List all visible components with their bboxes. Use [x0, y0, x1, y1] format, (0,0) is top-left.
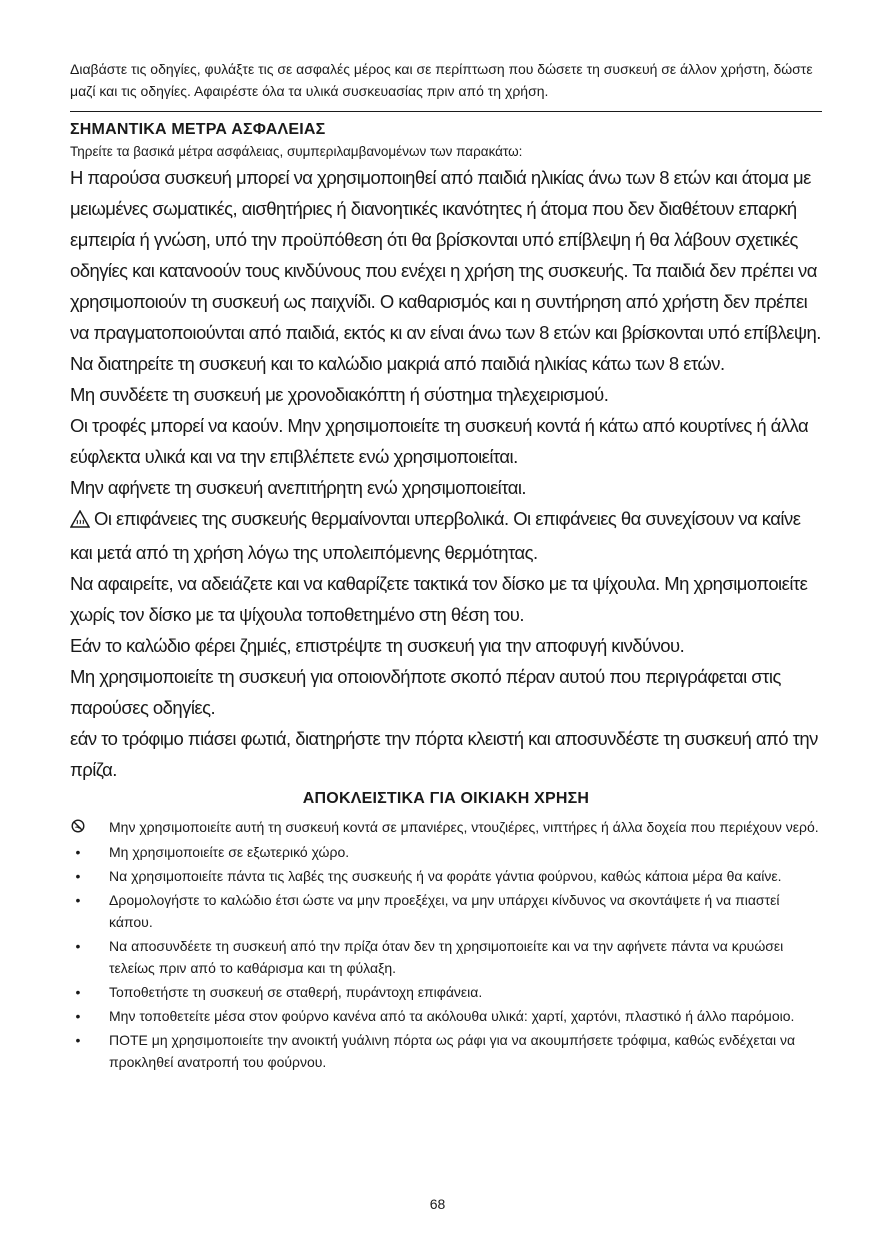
safety-paragraph: Η παρούσα συσκευή μπορεί να χρησιμοποιηθεί από παιδιά ηλικίας άνω των 8 ετών και άτομα με μειωμένες σωματικές, αισθητήριες ή διανοητικές ικανότητες ή άτομα που δεν διαθέτουν επαρκή εμπειρία ή γνώση, υπό την προϋπόθεση ότι θα βρίσκονται υπό επίβλεψη ή θα λάβουν σχετικές οδηγίες και κατανοούν τους κινδύνους που ενέχει η χρήση της συσκευής. Τα παιδιά δεν πρέπει να χρησιμοποιούν τη συσκευή ως παιχνίδι. Ο καθαρισμός και η συντήρηση από χρήστη δεν πρέπει να πραγματοποιούνται από παιδιά, εκτός κι αν είναι άνω των 8 ετών και βρίσκονται υπό επίβλεψη. Να διατηρείτε τη συσκευή και το καλώδιο μακριά από παιδιά ηλικίας κάτω των 8 ετών. [70, 167, 821, 374]
bullet: • [75, 1008, 81, 1024]
list-item-text: Δρομολογήστε το καλώδιο έτσι ώστε να μην προεξέχει, να μην υπάρχει κίνδυνος να σκοντάψετε ή να πιαστεί κάπου. [109, 892, 780, 930]
safety-paragraph: Μη συνδέετε τη συσκευή με χρονοδιακόπτη ή σύστημα τηλεχειρισμού. [70, 384, 609, 405]
bullet: • [75, 1032, 81, 1048]
bullet: • [75, 938, 81, 954]
list-item [70, 815, 822, 839]
document-page [70, 58, 822, 1075]
list-item [70, 841, 822, 863]
safety-paragraph: Οι τροφές μπορεί να καούν. Μην χρησιμοποιείτε τη συσκευή κοντά ή κάτω από κουρτίνες ή άλλα εύφλεκτα υλικά και να την επιβλέπετε ενώ χρησιμοποιείται. [70, 415, 809, 467]
list-item-text: Να χρησιμοποιείτε πάντα τις λαβές της συσκευής ή να φοράτε γάντια φούρνου, καθώς κάποια μέρα θα καίνε. [109, 868, 782, 884]
list-item [70, 935, 822, 979]
page-number: 68 [429, 1196, 446, 1212]
list-item [70, 865, 822, 887]
bullet: • [75, 844, 81, 860]
household-heading: ΑΠΟΚΛΕΙΣΤΙΚΑ ΓΙΑ ΟΙΚΙΑΚΗ ΧΡΗΣΗ [302, 790, 590, 807]
safety-paragraph: Εάν το καλώδιο φέρει ζημιές, επιστρέψτε τη συσκευή για την αποφυγή κινδύνου. [70, 635, 685, 656]
list-item-text: ΠΟΤΕ μη χρησιμοποιείτε την ανοικτή γυάλινη πόρτα ως ράφι για να ακουμπήσετε τρόφιμα, καθώς ενδέχεται να προκληθεί ανατροπή του φούρνου. [109, 1032, 796, 1070]
list-item [70, 889, 822, 933]
intro-text: Διαβάστε τις οδηγίες, φυλάξτε τις σε ασφαλές μέρος και σε περίπτωση που δώσετε τη συσκευή σε άλλον χρήστη, δώστε μαζί και τις οδηγίες. Αφαιρέστε όλα τα υλικά συσκευασίας πριν από τη χρήση. [70, 61, 813, 99]
safety-body [70, 162, 822, 785]
list-item-text: Να αποσυνδέετε τη συσκευή από την πρίζα όταν δεν τη χρησιμοποιείτε και να την αφήνετε πάντα να κρυώσει τελείως πριν από το καθάρισμα και τη φύλαξη. [109, 938, 784, 976]
list-item-text: Τοποθετήστε τη συσκευή σε σταθερή, πυράντοχη επιφάνεια. [109, 984, 483, 1000]
list-item-text: Μη χρησιμοποιείτε σε εξωτερικό χώρο. [109, 844, 350, 860]
safety-heading: ΣΗΜΑΝΤΙΚΑ ΜΕΤΡΑ ΑΣΦΑΛΕΙΑΣ [70, 121, 326, 138]
safety-paragraph: Μην αφήνετε τη συσκευή ανεπιτήρητη ενώ χρησιμοποιείται. [70, 477, 527, 498]
safety-paragraph: Να αφαιρείτε, να αδειάζετε και να καθαρίζετε τακτικά τον δίσκο με τα ψίχουλα. Μη χρησιμοποιείτε χωρίς τον δίσκο με τα ψίχουλα τοποθετημένο στη θέση του. [70, 573, 808, 625]
safety-paragraph: Μη χρησιμοποιείτε τη συσκευή για οποιονδήποτε σκοπό πέραν αυτού που περιγράφεται στις παρούσες οδηγίες. [70, 666, 781, 718]
list-item-text: Μην χρησιμοποιείτε αυτή τη συσκευή κοντά σε μπανιέρες, ντουζιέρες, νιπτήρες ή άλλα δοχεία που περιέχουν νερό. [109, 819, 819, 835]
list-item [70, 981, 822, 1003]
safety-subintro: Τηρείτε τα βασικά μέτρα ασφάλειας, συμπεριλαμβανομένων των παρακάτω: [70, 144, 523, 159]
list-item [70, 1029, 822, 1073]
hot-surface-warning [70, 503, 822, 568]
list-item [70, 1005, 822, 1027]
list-item-text: Μην τοποθετείτε μέσα στον φούρνο κανένα από τα ακόλουθα υλικά: χαρτί, χαρτόνι, πλαστικό ή άλλο παρόμοιο. [109, 1008, 795, 1024]
hot-surface-warning-text: Οι επιφάνειες της συσκευής θερμαίνονται υπερβολικά. Οι επιφάνειες θα συνεχίσουν να καίνε και μετά από τη χρήση λόγω της υπολειπόμενης θερμότητας. [70, 508, 801, 563]
section-divider [70, 111, 822, 112]
hot-surface-warning-icon [70, 506, 90, 537]
bullet: • [75, 984, 81, 1000]
bullet: • [75, 892, 81, 908]
household-list [70, 815, 822, 1073]
bullet: • [75, 868, 81, 884]
no-water-icon [70, 815, 86, 840]
safety-paragraph: εάν το τρόφιμο πιάσει φωτιά, διατηρήστε την πόρτα κλειστή και αποσυνδέστε τη συσκευή από την πρίζα. [70, 728, 818, 780]
